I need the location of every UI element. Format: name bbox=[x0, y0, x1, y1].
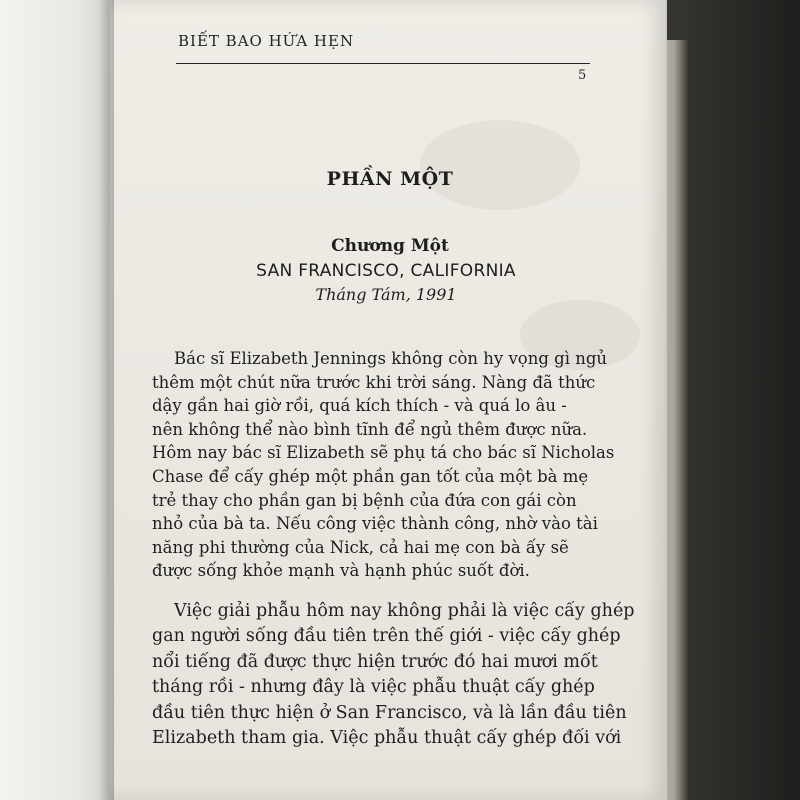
chapter-date: Tháng Tám, 1991 bbox=[315, 285, 457, 304]
page-number: 5 bbox=[578, 68, 587, 83]
text-line: nổi tiếng đã được thực hiện trước đó hai mươi mốt bbox=[152, 651, 598, 672]
paragraph-1 bbox=[152, 347, 632, 583]
header-rule bbox=[176, 63, 590, 64]
page-shadow bbox=[98, 0, 114, 800]
part-title: PHẦN MỘT bbox=[326, 168, 454, 190]
text-line: trẻ thay cho phần gan bị bệnh của đứa con gái còn bbox=[152, 490, 577, 510]
text-line: thêm một chút nữa trước khi trời sáng. Nàng đã thức bbox=[152, 372, 596, 392]
text-line: Việc giải phẫu hôm nay không phải là việc cấy ghép bbox=[174, 601, 635, 621]
text-line: tháng rồi - nhưng đây là việc phẫu thuật cấy ghép bbox=[152, 677, 595, 698]
text-line: gan người sống đầu tiên trên thế giới - việc cấy ghép bbox=[152, 626, 621, 647]
paper-stain bbox=[420, 120, 580, 210]
paragraph-2 bbox=[152, 599, 635, 751]
running-title: BIẾT BAO HỨA HẸN bbox=[178, 32, 355, 50]
text-line: Hôm nay bác sĩ Elizabeth sẽ phụ tá cho bác sĩ Nicholas bbox=[152, 443, 615, 463]
text-line: Chase để cấy ghép một phần gan tốt của một bà mẹ bbox=[152, 466, 589, 486]
chapter-place: SAN FRANCISCO, CALIFORNIA bbox=[256, 261, 516, 281]
text-line: được sống khỏe mạnh và hạnh phúc suốt đời. bbox=[152, 561, 530, 581]
table-surface bbox=[0, 0, 110, 800]
text-line: năng phi thường của Nick, cả hai mẹ con bà ấy sẽ bbox=[152, 537, 569, 557]
text-line: nên không thể nào bình tĩnh để ngủ thêm được nữa. bbox=[152, 419, 588, 439]
text-line: dậy gần hai giờ rồi, quá kích thích - và quá lo âu - bbox=[152, 396, 567, 416]
chapter-title: Chương Một bbox=[331, 236, 449, 256]
text-line: nhỏ của bà ta. Nếu công việc thành công, nhờ vào tài bbox=[152, 514, 598, 534]
text-line: đầu tiên thực hiện ở San Francisco, và là lần đầu tiên bbox=[152, 702, 627, 723]
text-line: Elizabeth tham gia. Việc phẫu thuật cấy ghép đối với bbox=[152, 728, 622, 749]
text-line: Bác sĩ Elizabeth Jennings không còn hy vọng gì ngủ bbox=[174, 349, 608, 368]
